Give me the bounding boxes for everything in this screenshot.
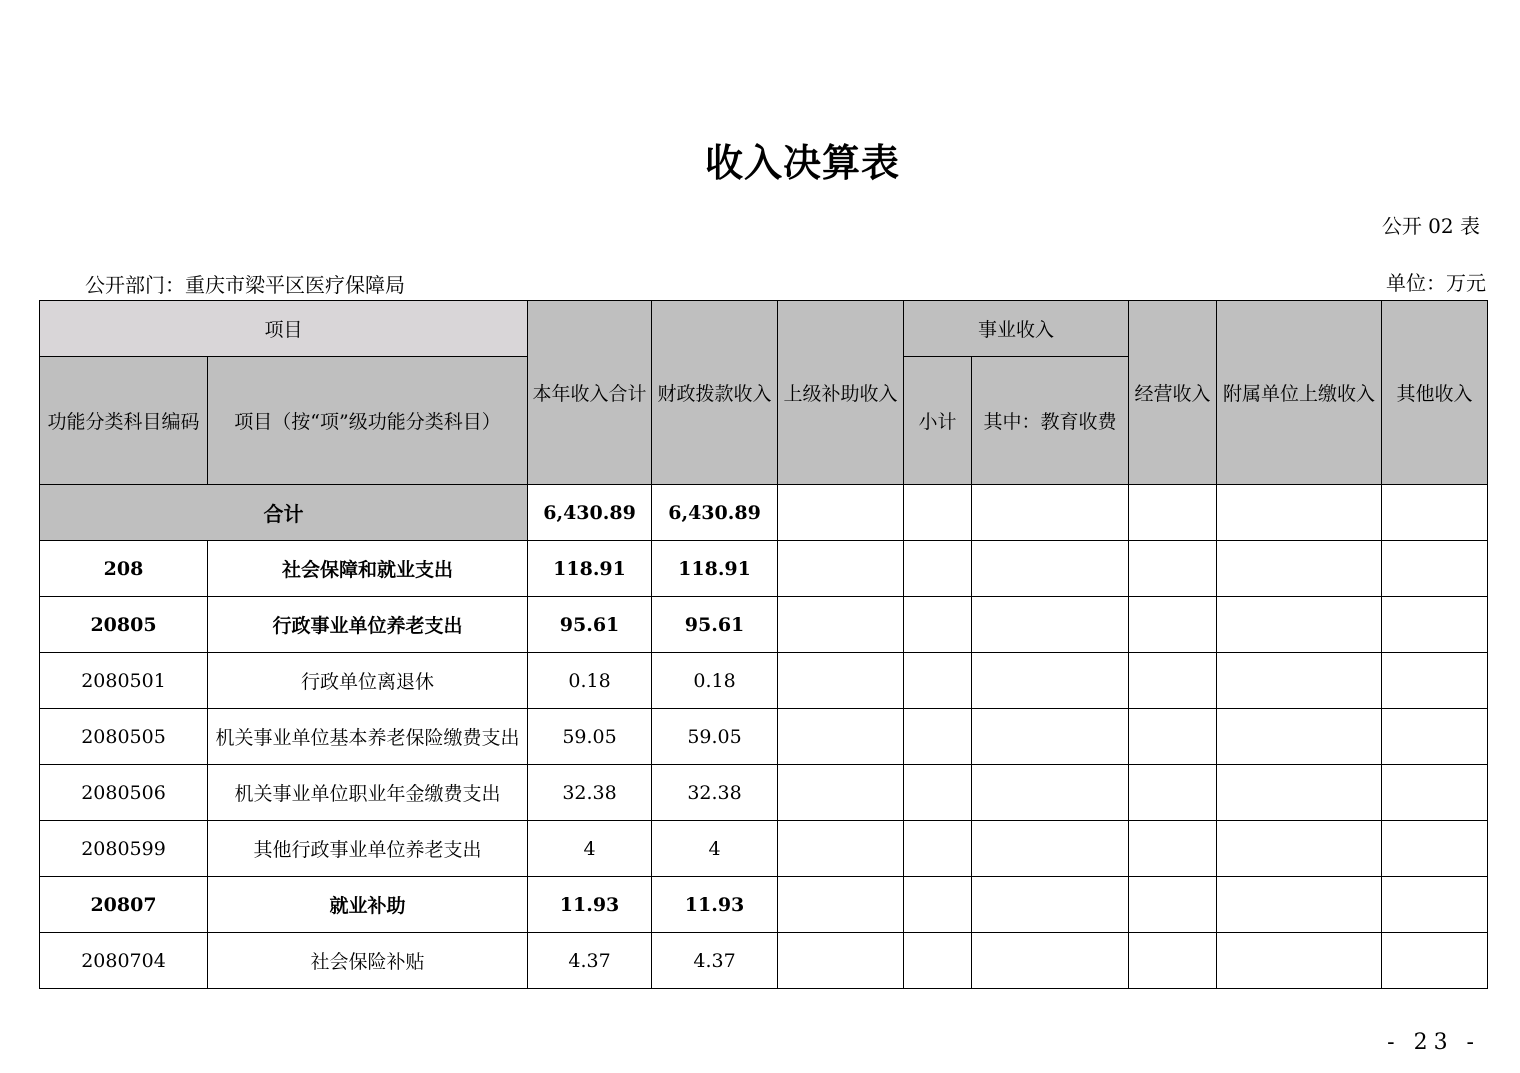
empty-cell bbox=[904, 709, 972, 765]
empty-cell bbox=[904, 653, 972, 709]
empty-cell bbox=[972, 877, 1129, 933]
empty-cell bbox=[1382, 877, 1488, 933]
row-fiscal: 118.91 bbox=[652, 541, 778, 597]
empty-cell bbox=[972, 597, 1129, 653]
empty-cell bbox=[1382, 933, 1488, 989]
row-item: 就业补助 bbox=[208, 877, 528, 933]
empty-cell bbox=[904, 933, 972, 989]
row-code: 2080505 bbox=[40, 709, 208, 765]
row-fiscal: 11.93 bbox=[652, 877, 778, 933]
header-row-1 bbox=[40, 301, 1488, 357]
empty-cell bbox=[1129, 597, 1217, 653]
table-row bbox=[40, 541, 1488, 597]
empty-cell bbox=[778, 541, 904, 597]
empty-cell bbox=[904, 485, 972, 541]
table-row bbox=[40, 597, 1488, 653]
row-total-income: 32.38 bbox=[528, 765, 652, 821]
empty-cell bbox=[1129, 765, 1217, 821]
empty-cell bbox=[1217, 709, 1382, 765]
empty-cell bbox=[1382, 597, 1488, 653]
unit-label: 单位：万元 bbox=[1386, 271, 1486, 295]
empty-cell bbox=[1129, 541, 1217, 597]
header-superior-subsidy: 上级补助收入 bbox=[778, 301, 904, 485]
empty-cell bbox=[1217, 821, 1382, 877]
row-code: 208 bbox=[40, 541, 208, 597]
row-fiscal: 59.05 bbox=[652, 709, 778, 765]
empty-cell bbox=[1217, 933, 1382, 989]
table-number: 公开 02 表 bbox=[1381, 214, 1480, 238]
empty-cell bbox=[972, 485, 1129, 541]
table-row bbox=[40, 933, 1488, 989]
empty-cell bbox=[778, 933, 904, 989]
header-business-group: 事业收入 bbox=[904, 301, 1129, 357]
empty-cell bbox=[972, 653, 1129, 709]
row-code: 2080704 bbox=[40, 933, 208, 989]
header-project-group: 项目 bbox=[40, 301, 528, 357]
empty-cell bbox=[1217, 877, 1382, 933]
row-fiscal: 95.61 bbox=[652, 597, 778, 653]
table-row bbox=[40, 821, 1488, 877]
header-code: 功能分类科目编码 bbox=[40, 357, 208, 485]
row-fiscal: 32.38 bbox=[652, 765, 778, 821]
row-total-income: 4 bbox=[528, 821, 652, 877]
header-fiscal: 财政拨款收入 bbox=[652, 301, 778, 485]
empty-cell bbox=[972, 709, 1129, 765]
empty-cell bbox=[1382, 709, 1488, 765]
total-row bbox=[40, 485, 1488, 541]
row-code: 2080599 bbox=[40, 821, 208, 877]
row-fiscal: 0.18 bbox=[652, 653, 778, 709]
row-code: 20805 bbox=[40, 597, 208, 653]
table-row bbox=[40, 765, 1488, 821]
row-item: 机关事业单位职业年金缴费支出 bbox=[208, 765, 528, 821]
total-label: 合计 bbox=[40, 485, 528, 541]
empty-cell bbox=[778, 597, 904, 653]
empty-cell bbox=[1217, 541, 1382, 597]
empty-cell bbox=[778, 765, 904, 821]
header-other: 其他收入 bbox=[1382, 301, 1488, 485]
header-total-income: 本年收入合计 bbox=[528, 301, 652, 485]
header-affiliate: 附属单位上缴收入 bbox=[1217, 301, 1382, 485]
table-row bbox=[40, 877, 1488, 933]
department-label: 公开部门：重庆市梁平区医疗保障局 bbox=[85, 273, 405, 297]
page-number: - 23 - bbox=[1387, 1030, 1480, 1055]
empty-cell bbox=[1382, 765, 1488, 821]
row-item: 社会保险补贴 bbox=[208, 933, 528, 989]
empty-cell bbox=[778, 821, 904, 877]
row-total-income: 59.05 bbox=[528, 709, 652, 765]
empty-cell bbox=[904, 597, 972, 653]
empty-cell bbox=[1382, 485, 1488, 541]
empty-cell bbox=[972, 765, 1129, 821]
empty-cell bbox=[1129, 933, 1217, 989]
row-code: 2080506 bbox=[40, 765, 208, 821]
empty-cell bbox=[972, 933, 1129, 989]
header-item: 项目（按“项”级功能分类科目） bbox=[208, 357, 528, 485]
row-code: 2080501 bbox=[40, 653, 208, 709]
empty-cell bbox=[778, 653, 904, 709]
income-table bbox=[39, 300, 1488, 989]
row-code: 20807 bbox=[40, 877, 208, 933]
total-fiscal-value: 6,430.89 bbox=[652, 485, 778, 541]
row-item: 社会保障和就业支出 bbox=[208, 541, 528, 597]
row-total-income: 4.37 bbox=[528, 933, 652, 989]
empty-cell bbox=[778, 485, 904, 541]
empty-cell bbox=[1129, 877, 1217, 933]
row-total-income: 0.18 bbox=[528, 653, 652, 709]
empty-cell bbox=[904, 877, 972, 933]
empty-cell bbox=[1217, 765, 1382, 821]
empty-cell bbox=[1217, 597, 1382, 653]
row-item: 行政单位离退休 bbox=[208, 653, 528, 709]
total-income-value: 6,430.89 bbox=[528, 485, 652, 541]
empty-cell bbox=[1382, 653, 1488, 709]
empty-cell bbox=[1129, 653, 1217, 709]
empty-cell bbox=[1129, 485, 1217, 541]
header-subtotal: 小计 bbox=[904, 357, 972, 485]
row-total-income: 95.61 bbox=[528, 597, 652, 653]
empty-cell bbox=[1382, 541, 1488, 597]
row-item: 其他行政事业单位养老支出 bbox=[208, 821, 528, 877]
empty-cell bbox=[1129, 709, 1217, 765]
row-item: 机关事业单位基本养老保险缴费支出 bbox=[208, 709, 528, 765]
empty-cell bbox=[778, 709, 904, 765]
table-row bbox=[40, 709, 1488, 765]
row-fiscal: 4.37 bbox=[652, 933, 778, 989]
empty-cell bbox=[1217, 485, 1382, 541]
empty-cell bbox=[972, 541, 1129, 597]
empty-cell bbox=[1129, 821, 1217, 877]
row-item: 行政事业单位养老支出 bbox=[208, 597, 528, 653]
empty-cell bbox=[972, 821, 1129, 877]
row-total-income: 118.91 bbox=[528, 541, 652, 597]
table-row bbox=[40, 653, 1488, 709]
empty-cell bbox=[1382, 821, 1488, 877]
page-title: 收入决算表 bbox=[704, 140, 900, 185]
empty-cell bbox=[904, 765, 972, 821]
empty-cell bbox=[1217, 653, 1382, 709]
row-total-income: 11.93 bbox=[528, 877, 652, 933]
header-operating: 经营收入 bbox=[1129, 301, 1217, 485]
empty-cell bbox=[904, 821, 972, 877]
header-education-fee: 其中：教育收费 bbox=[972, 357, 1129, 485]
empty-cell bbox=[904, 541, 972, 597]
empty-cell bbox=[778, 877, 904, 933]
row-fiscal: 4 bbox=[652, 821, 778, 877]
